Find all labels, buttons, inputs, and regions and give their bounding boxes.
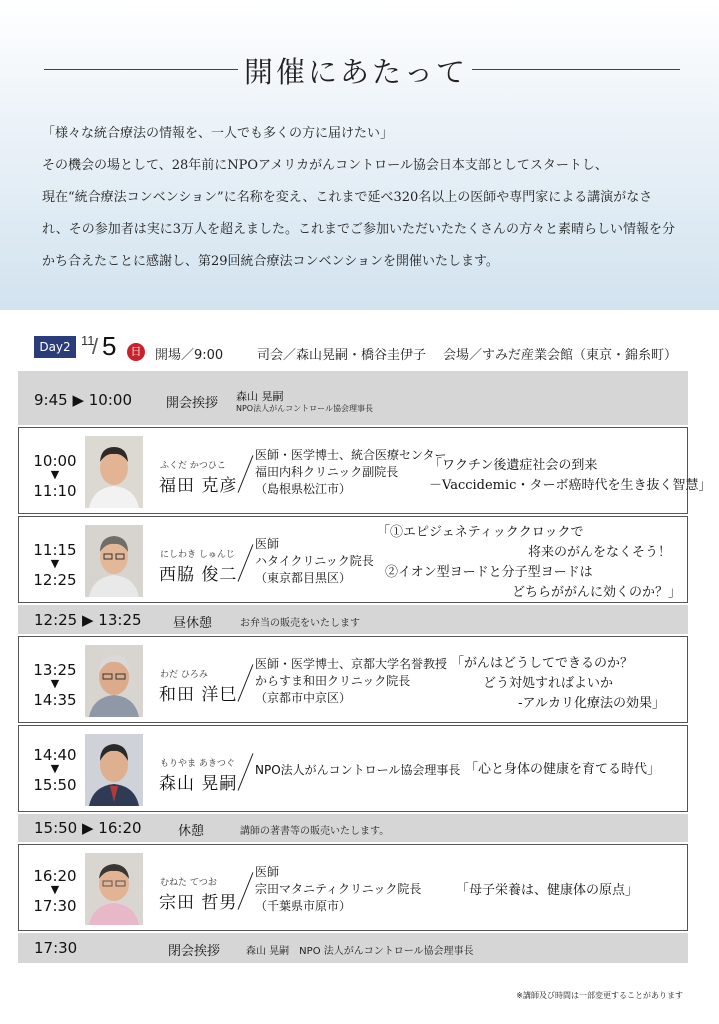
info-line: 医師・医学博士、京都大学名誉教授 <box>255 657 448 671</box>
info-line: （島根県松江市） <box>255 482 352 496</box>
intro-line: 現在“統合療法コンベンション”に名称を変え、これまで延べ320名以上の医師や専門家による講演がなさ <box>42 190 653 205</box>
down-arrow-icon: ▼ <box>50 468 60 481</box>
end-time: 14:35 <box>33 691 77 709</box>
talk-title-line: －Vaccidemic・ターボ癌時代を生き抜く智慧」 <box>429 478 712 493</box>
intro-line: かち合えたことに感謝し、第29回統合療法コンベンションを開催いたします。 <box>42 254 499 269</box>
speaker-info <box>255 536 374 587</box>
info-line: （千葉県市原市） <box>255 899 352 913</box>
divider-slash <box>238 664 254 701</box>
break-time: 15:50 ▶ 16:20 <box>34 819 142 837</box>
talk-title <box>377 523 681 603</box>
divider-slash <box>238 872 254 909</box>
talk-title-line: -アルカリ化療法の効果」 <box>518 696 665 711</box>
talk-title-line: 「心と身体の健康を育てる時代」 <box>465 762 661 777</box>
talk-title-line: ②イオン型ヨードと分子型ヨードは <box>385 565 593 580</box>
speaker-photo <box>85 853 143 925</box>
end-time: 11:10 <box>33 482 77 500</box>
speaker-name: 和田 洋巳 <box>159 685 238 705</box>
talk-title-line: どう対処すればよいか <box>483 676 614 691</box>
talk-title-line: 将来のがんをなくそう！ <box>527 545 671 560</box>
session-row <box>18 725 688 812</box>
session-row <box>18 844 688 931</box>
talk-title <box>451 654 665 714</box>
intro-banner <box>0 0 719 310</box>
lunch-label: 昼休憩 <box>173 616 213 631</box>
title-rule-right <box>472 69 680 70</box>
down-arrow-icon: ▼ <box>50 883 60 896</box>
closing-note: 森山 晃嗣 NPO 法人がんコントロール協会理事長 <box>246 946 474 957</box>
start-time: 16:20 <box>33 867 77 885</box>
speaker-photo <box>85 734 143 806</box>
info-line: からすま和田クリニック院長 <box>255 674 411 688</box>
info-line: （東京都目黒区） <box>255 571 352 585</box>
info-line: 医師 <box>255 537 280 551</box>
speaker-photo <box>85 645 143 717</box>
venue-info: 会場／すみだ産業会館（東京・錦糸町） <box>443 348 678 363</box>
lunch-note: お弁当の販売をいたします <box>240 618 360 629</box>
speaker-kana: もりやま あきつぐ <box>160 759 235 769</box>
info-line: 医師 <box>255 865 280 879</box>
info-line: 宗田マタニティクリニック院長 <box>255 882 422 896</box>
intro-line: れ、その参加者は実に3万人を超えました。これまでご参加いただいたたくさんの方々と素晴らしい情報を分 <box>42 222 676 237</box>
session-row <box>18 636 688 723</box>
intro-text <box>42 118 682 278</box>
title-row <box>44 50 680 90</box>
closing-label: 閉会挨拶 <box>168 944 221 959</box>
break-note: 講師の著書等の販売いたします。 <box>240 826 390 837</box>
divider-slash <box>238 544 254 581</box>
speaker-name: 西脇 俊二 <box>159 565 238 585</box>
session-row <box>18 427 712 514</box>
speaker-kana: にしわき しゅんじ <box>160 550 235 560</box>
closing-row <box>18 933 688 963</box>
start-time: 11:15 <box>33 541 77 559</box>
talk-title-line: 「ワクチン後遺症社会の到来 <box>429 458 598 473</box>
info-line: 福田内科クリニック副院長 <box>255 465 399 479</box>
speaker-info <box>255 864 421 915</box>
end-time: 15:50 <box>33 776 77 794</box>
intro-line: 「様々な統合療法の情報を、一人でも多くの方に届けたい」 <box>42 126 394 141</box>
talk-title <box>456 881 666 901</box>
speaker-photo <box>85 525 143 597</box>
break-row <box>18 814 688 842</box>
talk-title-line: 「がんはどうしてできるのか？ <box>451 656 634 671</box>
intro-line: その機会の場として、28年前にNPOアメリカがんコントロール協会日本支部としてスタートし、 <box>42 158 608 173</box>
opening-time: 9:45 ▶ 10:00 <box>34 391 132 409</box>
speaker-info <box>255 762 460 779</box>
down-arrow-icon: ▼ <box>50 762 60 775</box>
end-time: 12:25 <box>33 571 77 589</box>
day-badge: Day2 <box>34 336 76 358</box>
speaker-kana: ふくだ かつひこ <box>160 461 226 471</box>
talk-title-line: どちらががんに効くのか？」 <box>511 585 681 600</box>
mc-info: 司会／森山晃嗣・橋谷圭伊子 <box>257 348 427 363</box>
info-line: ハタイクリニック院長 <box>255 554 374 568</box>
talk-title-line: 「①エピジェネティッククロックで <box>377 525 584 540</box>
divider-slash <box>238 753 254 790</box>
start-time: 10:00 <box>33 452 77 470</box>
speaker-name: 森山 晃嗣 <box>159 774 238 794</box>
down-arrow-icon: ▼ <box>50 677 60 690</box>
talk-title-line: 「母子栄養は、健康体の原点」 <box>456 883 639 898</box>
opening-role: NPO法人がんコントロール協会理事長 <box>236 404 373 413</box>
lunch-time: 12:25 ▶ 13:25 <box>34 611 142 629</box>
page-title: 開催にあたって <box>244 55 469 89</box>
break-label: 休憩 <box>178 824 205 839</box>
talk-title <box>465 760 675 780</box>
speaker-info <box>255 656 447 707</box>
info-line: NPO法人がんコントロール協会理事長 <box>255 763 461 777</box>
weekday-badge: 日 <box>127 343 145 361</box>
speaker-photo <box>85 436 143 508</box>
speaker-name: 宗田 哲男 <box>159 893 238 913</box>
info-line: 医師・医学博士、統合医療センター <box>255 448 447 462</box>
start-time: 14:40 <box>33 746 77 764</box>
session-row <box>18 516 688 603</box>
speaker-kana: わだ ひろみ <box>160 670 208 680</box>
title-rule-left <box>44 69 238 70</box>
info-line: （京都市中京区） <box>255 691 352 705</box>
down-arrow-icon: ▼ <box>50 557 60 570</box>
speaker-name: 福田 克彦 <box>159 476 238 496</box>
opening-label: 開会挨拶 <box>166 396 219 411</box>
footnote: ※講師及び時間は一部変更することがあります <box>516 991 683 1000</box>
start-time: 13:25 <box>33 661 77 679</box>
speaker-kana: むねた てつお <box>160 878 217 888</box>
open-time: 開場／9:00 <box>155 348 224 363</box>
end-time: 17:30 <box>33 897 77 915</box>
date-month: 11 <box>81 333 95 348</box>
date-slash: / <box>92 334 99 359</box>
divider-slash <box>238 455 254 492</box>
opening-speaker: 森山 晃嗣 <box>236 390 284 403</box>
opening-row <box>18 371 688 425</box>
speaker-info <box>255 447 447 498</box>
date-day: 5 <box>102 331 117 361</box>
closing-time: 17:30 <box>34 939 78 957</box>
talk-title <box>429 456 712 496</box>
lunch-row <box>18 605 688 634</box>
